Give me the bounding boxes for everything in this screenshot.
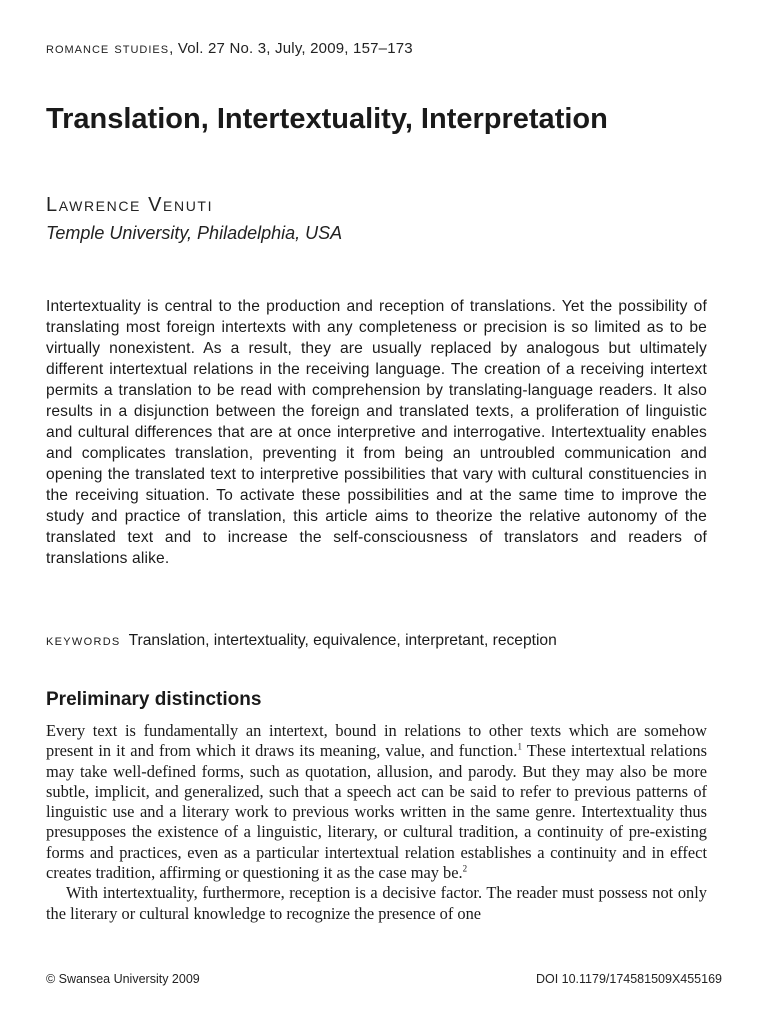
keywords [46, 632, 557, 650]
copyright-notice: © Swansea University 2009 [46, 972, 200, 986]
section-heading: Preliminary distinctions [46, 689, 262, 710]
article-title: Translation, Intertextuality, Interpretation [46, 103, 608, 135]
journal-header [46, 40, 413, 57]
paragraph: With intertextuality, furthermore, reception is a decisive factor. The reader must possess not only the literary or cultural knowledge to recognize the presence of one [46, 883, 707, 923]
keywords-label: keywords [46, 632, 121, 649]
doi[interactable]: DOI 10.1179/174581509X455169 [535, 972, 722, 986]
page-footer [46, 972, 722, 986]
journal-name: romance studies [46, 40, 170, 57]
body-text [46, 721, 707, 924]
footnote-marker[interactable]: 1 [517, 741, 522, 752]
author-affiliation: Temple University, Philadelphia, USA [46, 223, 343, 243]
paragraph [46, 721, 707, 883]
paragraph-text: Every text is fundamentally an intertext, bound in relations to other texts which are somehow present in it and from which it draws its meaning, value, and function. [46, 721, 707, 761]
footnote-marker[interactable]: 2 [462, 863, 468, 874]
keywords-value: Translation, intertextuality, equivalence, interpretant, reception [128, 632, 557, 649]
paragraph-text: These intertextual relations may take well-defined forms, such as quotation, allusion, and parody. But they may also be more subtle, implicit, and generalized, such that a speech act can be said to refer to previous patterns of linguistic use and a literary work to previous works written in the same genre. Intertextuality thus presupposes the existence of a linguistic, literary, or cultural tradition, a continuity of pre-existing forms and practices, even as a particular intertextual relation establishes a continuity and in effect creates tradition, affirming or questioning it as the case may be. [46, 741, 707, 883]
author-name: Lawrence Venuti [46, 194, 214, 216]
journal-citation: , Vol. 27 No. 3, July, 2009, 157–173 [169, 40, 413, 57]
abstract: Intertextuality is central to the production and reception of translations. Yet the possibility of translating most foreign intertexts with any completeness or precision is so limited as to be virtually nonexistent. As a result, they are usually replaced by analogous but ultimately different intertextual relations in the receiving language. The creation of a receiving intertext permits a translation to be read with comprehension by translating-language readers. It also results in a disjunction between the foreign and translated texts, a proliferation of linguistic and cultural differences that are at once interpretive and interrogative. Intertextuality enables and complicates translation, preventing it from being an untroubled communication and opening the translated text to interpretive possibilities that vary with cultural constituencies in the receiving situation. To activate these possibilities and at the same time to improve the study and practice of translation, this article aims to theorize the relative autonomy of the translated text and to increase the self-consciousness of translators and readers of translations alike. [46, 298, 707, 567]
